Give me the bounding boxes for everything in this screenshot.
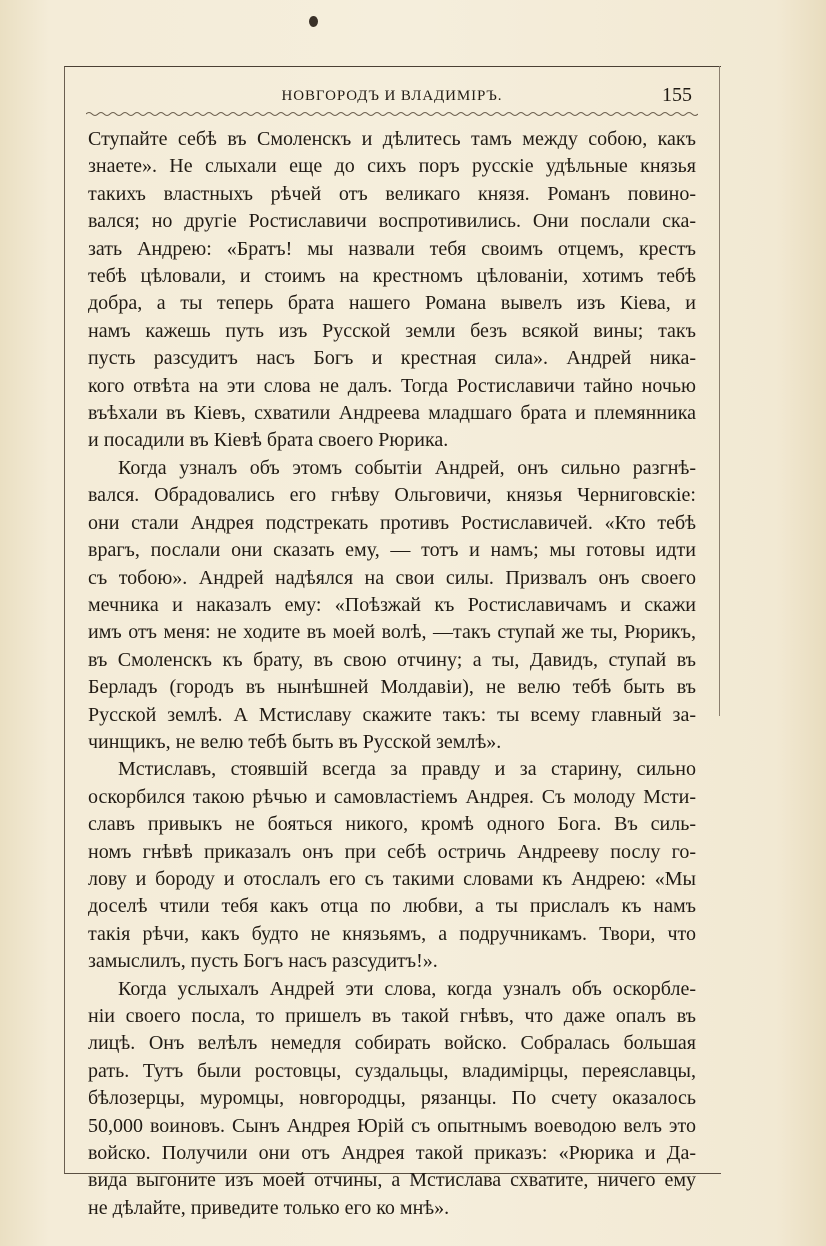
text-line: лову и бороду и отослалъ его съ такими словами къ Андрею: «Мы xyxy=(88,867,696,890)
text-line: въѣхали въ Кіевъ, схватили Андреева младшаго брата и племянника xyxy=(88,402,696,425)
ornamental-rule xyxy=(86,110,698,118)
text-line: ніи своего посла, то пришелъ въ такой гнѣвъ, что даже опалъ въ xyxy=(88,1005,696,1027)
text-line: чинщикъ, не велю тебѣ быть въ Русской землѣ». xyxy=(88,730,502,753)
text-line: пусть разсудитъ насъ Богъ и крестная сила». Андрей ника- xyxy=(88,347,696,370)
text-line: войско. Получили они отъ Андрея такой приказъ: «Рюрика и Да- xyxy=(88,1142,696,1165)
text-line: такія рѣчи, какъ будто не князьямъ, а подручникамъ. Твори, что xyxy=(88,922,696,945)
text-line: въ Смоленскъ къ брату, въ свою отчину; а ты, Давидъ, ступай въ xyxy=(88,648,696,671)
text-line: Берладъ (городъ въ нынѣшней Молдавіи), не велю тебѣ быть въ xyxy=(88,676,696,699)
text-line: 50,000 воиновъ. Сынъ Андрея Юрій съ опытнымъ воеводою велъ это xyxy=(88,1114,696,1137)
text-line: Ступайте себѣ въ Смоленскъ и дѣлитесь тамъ между собою, какъ xyxy=(88,128,696,150)
text-line: кого отвѣта на эти слова не далъ. Тогда Ростиславичи тайно ночью xyxy=(88,374,696,397)
text-line: имъ отъ меня: не ходите въ моей волѣ, —такъ ступай же ты, Рюрикъ, xyxy=(88,621,696,644)
running-title: НОВГОРОДЪ И ВЛАДИМІРЪ. xyxy=(281,88,503,104)
body-text xyxy=(88,126,696,1222)
text-line: славъ привыкъ не бояться никого, кромѣ одного Бога. Въ силь- xyxy=(88,813,696,836)
text-line: и посадили въ Кіевѣ брата своего Рюрика. xyxy=(88,429,449,452)
text-line: тебѣ цѣловали, и стоимъ на крестномъ цѣлованіи, хотимъ тебѣ xyxy=(88,265,696,288)
text-line: такихъ властныхъ рѣчей отъ великаго князя. Романъ повино- xyxy=(88,182,696,205)
text-line: не дѣлайте, приведите только его ко мнѣ». xyxy=(88,1196,450,1219)
page-frame-right-edge xyxy=(719,66,720,716)
text-line: бѣлозерцы, муромцы, новгородцы, рязанцы. По счету оказалось xyxy=(88,1087,696,1110)
text-line: доселѣ чтили тебя какъ отца по любви, а ты прислалъ къ намъ xyxy=(88,895,696,918)
text-line: Мстиславъ, стоявшій всегда за правду и за старину, сильно xyxy=(118,758,696,781)
text-line: оскорбился такою рѣчью и самовластіемъ Андрея. Съ молоду Мсти- xyxy=(88,785,696,808)
text-line: лицѣ. Онъ велѣлъ немедля собирать войско. Собралась большая xyxy=(88,1032,696,1055)
text-line: мечника и наказалъ ему: «Поѣзжай къ Ростиславичамъ и скажи xyxy=(88,593,696,616)
text-line: вида выгоните изъ моей отчины, а Мстислава схватите, ничего ему xyxy=(88,1169,696,1192)
text-line: Когда узналъ объ этомъ событіи Андрей, онъ сильно разгнѣ- xyxy=(118,456,696,479)
text-line: рать. Тутъ были ростовцы, суздальцы, владимірцы, переяславцы, xyxy=(88,1059,696,1082)
text-line: замыслилъ, пусть Богъ насъ разсудитъ!». xyxy=(88,950,438,973)
text-line: Русской землѣ. А Мстиславу скажите такъ: ты всему главный за- xyxy=(88,703,696,726)
running-header xyxy=(86,84,698,112)
text-line: они стали Андрея подстрекать противъ Ростиславичей. «Кто тебѣ xyxy=(88,511,696,534)
text-line: номъ гнѣвѣ приказалъ онъ при себѣ остричь Андрееву послу го- xyxy=(88,840,696,863)
page-number: 155 xyxy=(662,84,692,106)
text-line: знаете». Не слыхали еще до сихъ поръ русскіе удѣльные князья xyxy=(88,155,696,178)
text-line: съ тобою». Андрей надѣялся на свои силы. Призвалъ онъ своего xyxy=(88,566,696,589)
text-line: врагъ, послали они сказать ему, — тотъ и намъ; мы готовы идти xyxy=(88,539,696,562)
text-line: добра, а ты теперь брата нашего Романа вывелъ изъ Кіева, и xyxy=(88,292,696,315)
text-line: Когда услыхалъ Андрей эти слова, когда узналъ объ оскорбле- xyxy=(118,977,696,1000)
text-line: намъ кажешь путь изъ Русской земли безъ всякой вины; такъ xyxy=(88,319,696,342)
text-line: зать Андрею: «Братъ! мы назвали тебя своимъ отцемъ, крестъ xyxy=(88,237,696,260)
text-line: вался. Обрадовались его гнѣву Ольговичи, князья Черниговскіе: xyxy=(88,484,696,507)
text-line: вался; но другіе Ростиславичи воспротивились. Они послали ска- xyxy=(88,210,696,233)
ink-speck xyxy=(309,16,318,27)
